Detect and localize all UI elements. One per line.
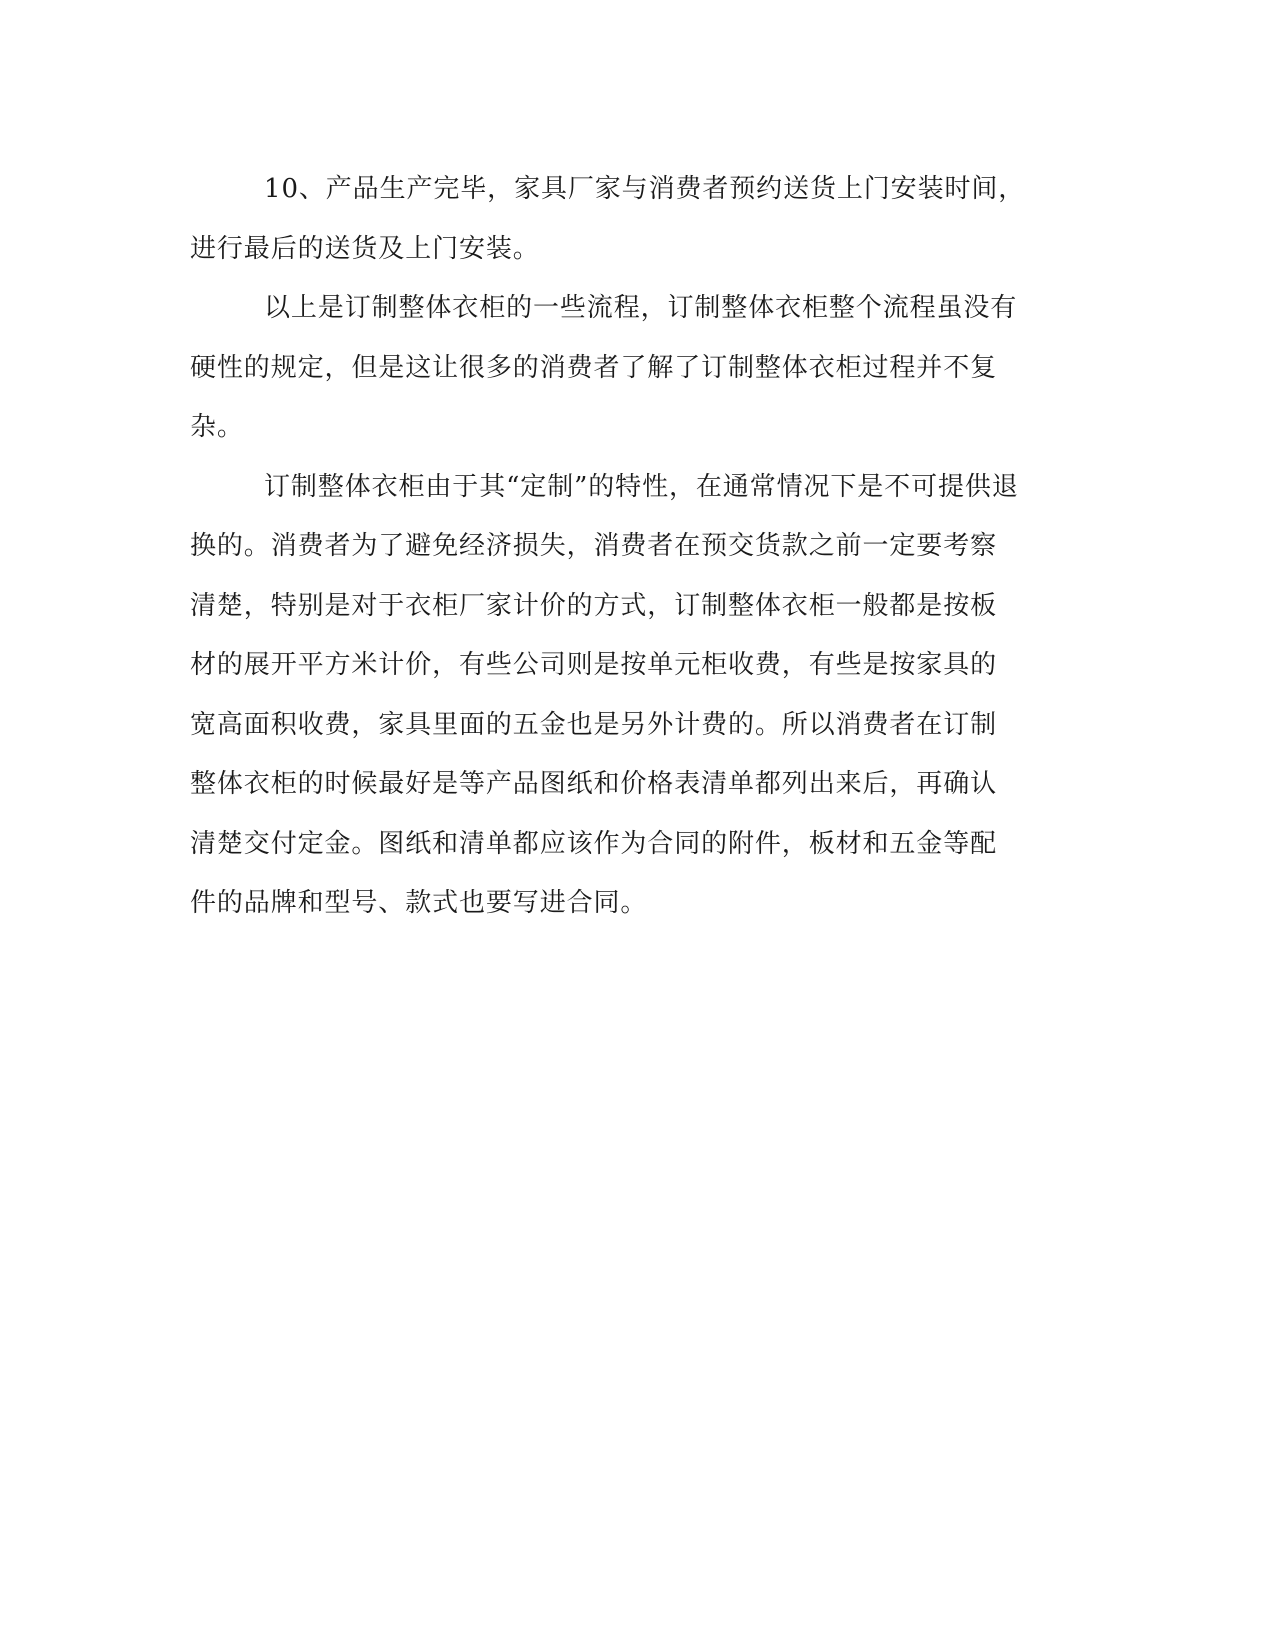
paragraph-line: 杂。 [190,412,244,442]
document-body [190,160,1070,934]
paragraph-pricing-advice [190,458,1070,934]
paragraph-line: 清楚交付定金。图纸和清单都应该作为合同的附件，板材和五金等配 [190,828,998,859]
paragraph-line: 宽高面积收费，家具里面的五金也是另外计费的。所以消费者在订制 [190,709,998,740]
paragraph-line: 清楚，特别是对于衣柜厂家计价的方式，订制整体衣柜一般都是按板 [190,590,998,621]
paragraph-line: 订制整体衣柜由于其“定制”的特性，在通常情况下是不可提供退 [264,471,1019,502]
paragraph-line: 整体衣柜的时候最好是等产品图纸和价格表清单都列出来后，再确认 [190,769,998,799]
paragraph-line: 进行最后的送货及上门安装。 [190,233,540,264]
paragraph-line: 以上是订制整体衣柜的一些流程，订制整体衣柜整个流程虽没有 [264,293,1018,323]
paragraph-line: 10、产品生产完毕，家具厂家与消费者预约送货上门安装时间， [264,174,1026,204]
paragraph-process-summary [190,279,1070,458]
paragraph-line: 材的展开平方米计价，有些公司则是按单元柜收费，有些是按家具的 [190,650,998,680]
paragraph-line: 换的。消费者为了避免经济损失，消费者在预交货款之前一定要考察 [190,531,998,561]
paragraph-line: 硬性的规定，但是这让很多的消费者了解了订制整体衣柜过程并不复 [190,352,998,383]
paragraph-delivery-installation [190,160,1070,279]
paragraph-line: 件的品牌和型号、款式也要写进合同。 [190,888,648,918]
